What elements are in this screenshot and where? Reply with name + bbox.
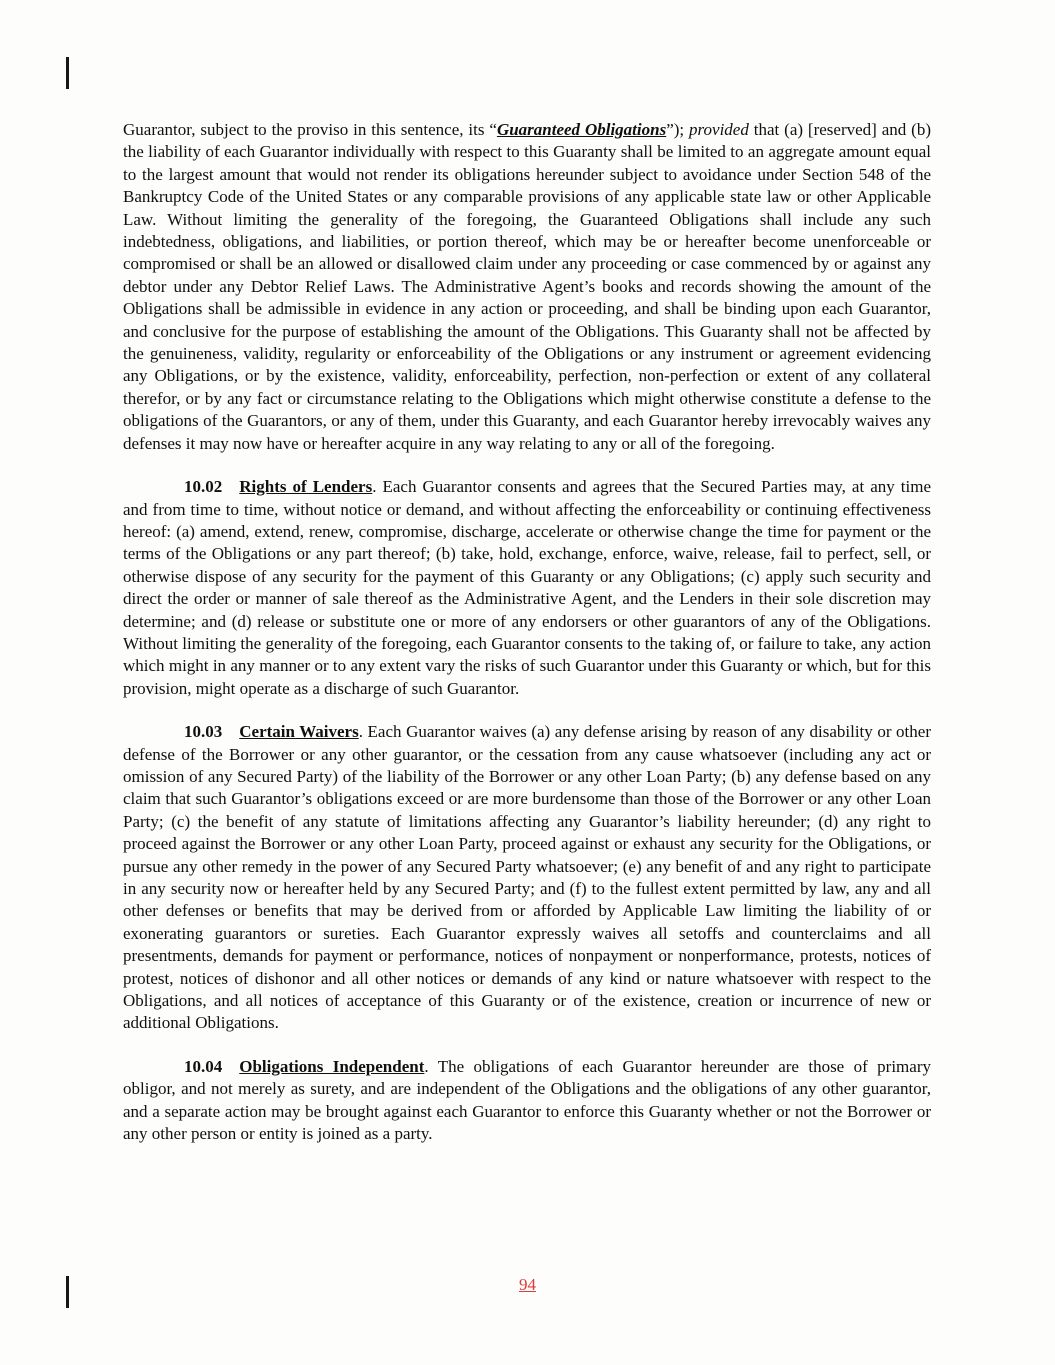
text-run: Guarantor, subject to the proviso in this sentence, its “ [123,120,497,139]
section-number: 10.02 [184,477,223,497]
text-run: that (a) [reserved] and (b) the liability of each Guarantor individually with respect to this Guaranty shall be limited to an aggregate amount equal to the largest amount that would not render its obligations hereunder subject to avoidance under Section 548 of the Bankruptcy Code of the United States or any comparable provisions of any applicable state law or other Applicable Law. Without limiting the generality of the foregoing, the Guaranteed Obligations shall include any such indebtedness, obligations, and liabilities, or portion thereof, which may be or hereafter become unenforceable or compromised or shall be an allowed or disallowed claim under any proceeding or case commenced by or against any debtor under any Debtor Relief Laws. The Administrative Agent’s books and records showing the amount of the Obligations shall be admissible in evidence in any action or proceeding, and shall be binding upon each Guarantor, and conclusive for the purpose of establishing the amount of the Obligations. This Guaranty shall not be affected by the genuineness, validity, regularity or enforceability of the Obligations or any instrument or agreement evidencing any Obligations, or by the existence, validity, enforceability, perfection, non-perfection or extent of any collateral therefor, or by any fact or circumstance relating to the Obligations which might otherwise constitute a defense to the obligations of the Guarantors, or any of them, under this Guaranty, and each Guarantor hereby irrevocably waives any defenses it may now have or hereafter acquire in any way relating to any or all of the foregoing. [123,120,932,453]
section-number: 10.03 [184,722,223,742]
revision-change-bar-top [66,57,69,89]
section-paragraph-10-03 [123,721,931,1035]
section-body-text: . Each Guarantor waives (a) any defense arising by reason of any disability or other defense of the Borrower or any other guarantor, or the cessation from any cause whatsoever (including any act or omission of any Secured Party) of the liability of the Borrower or any other Loan Party; (b) any defense based on any claim that such Guarantor’s obligations exceed or are more burdensome than those of the Borrower or any other Loan Party; (c) the benefit of any statute of limitations affecting any Guarantor’s liability hereunder; (d) any right to proceed against the Borrower or any other Loan Party, proceed against or exhaust any security for the Obligations, or pursue any other remedy in the power of any Secured Party whatsoever; (e) any benefit of and any right to participate in any security now or hereafter held by any Secured Party; and (f) to the fullest extent permitted by law, any and all other defenses or benefits that may be derived from or afforded by Applicable Law limiting the liability of or exonerating guarantors or sureties. Each Guarantor expressly waives all setoffs and counterclaims and all presentments, demands for payment or performance, notices of nonpayment or nonperformance, protests, notices of protest, notices of dishonor and all other notices or demands of any kind or nature whatsoever with respect to the Obligations, and all notices of acceptance of this Guaranty or of the existence, creation or incurrence of new or additional Obligations. [123,722,931,1033]
section-paragraph-10-02 [123,476,931,700]
defined-term-guaranteed-obligations: Guaranteed Obligations [496,120,667,139]
page-footer [0,1275,1055,1295]
section-heading-certain-waivers: Certain Waivers [239,722,359,742]
section-paragraph-10-04 [123,1056,931,1146]
text-run: ”); [666,120,690,139]
section-heading-rights-of-lenders: Rights of Lenders [239,477,373,497]
paragraph-guaranteed-obligations-continuation [123,119,931,455]
document-body [123,119,931,1166]
proviso-term: provided [689,120,749,139]
section-body-text: . Each Guarantor consents and agrees that the Secured Parties may, at any time and from time to time, without notice or demand, and without affecting the enforceability or continuing effectiveness hereof: (a) amend, extend, renew, compromise, discharge, accelerate or otherwise change the time for payment or the terms of the Obligations or any part thereof; (b) take, hold, exchange, enforce, waive, release, fail to perfect, sell, or otherwise dispose of any security for the payment of this Guaranty or any Obligations; (c) apply such security and direct the order or manner of sale thereof as the Administrative Agent, and the Lenders in their sole discretion may determine; and (d) release or substitute one or more of any endorsers or other guarantors of any of the Obligations. Without limiting the generality of the foregoing, each Guarantor consents to the taking of, or failure to take, any action which might in any manner or to any extent vary the risks of such Guarantor under this Guaranty or which, but for this provision, might operate as a discharge of such Guarantor. [123,477,931,698]
section-body-text: . The obligations of each Guarantor hereunder are those of primary obligor, and not merely as surety, and are independent of the Obligations and the obligations of any other guarantor, and a separate action may be brought against each Guarantor to enforce this Guaranty whether or not the Borrower or any other person or entity is joined as a party. [123,1056,931,1144]
section-heading-obligations-independent: Obligations Independent [239,1056,425,1076]
section-number: 10.04 [184,1056,223,1076]
page-number: 94 [519,1275,536,1294]
